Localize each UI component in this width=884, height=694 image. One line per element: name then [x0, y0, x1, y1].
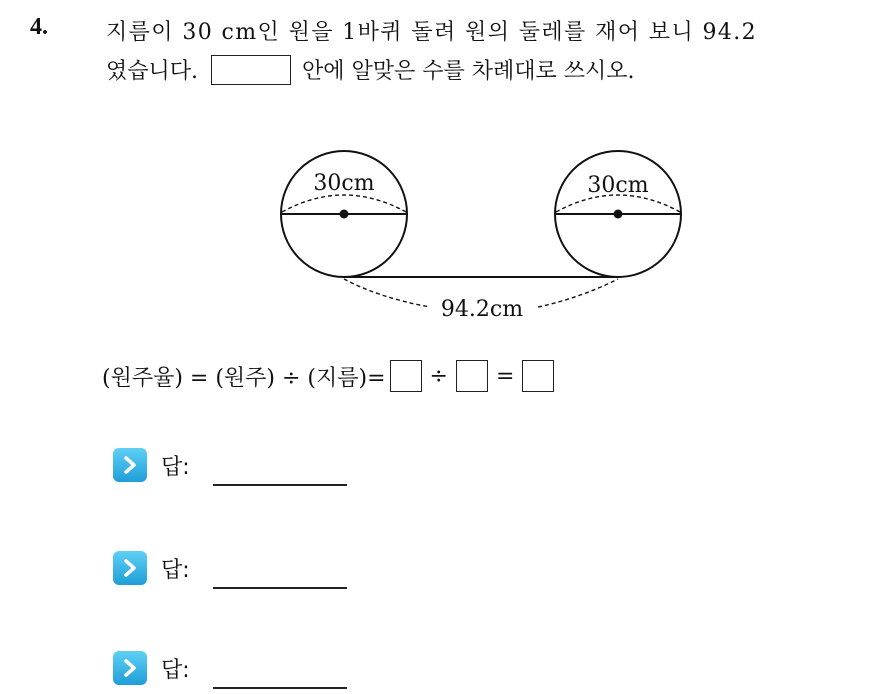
- question-text-line2-start: 였습니다.: [106, 59, 199, 84]
- answer-blank-line: [213, 687, 347, 689]
- distance-dimension-curve-left: [344, 279, 430, 307]
- inline-answer-box: [211, 55, 291, 85]
- distance-label: 94.2cm: [440, 297, 524, 322]
- answer-label: 답:: [161, 454, 190, 480]
- answer-label: 답:: [161, 657, 190, 683]
- formula-box-result: [522, 360, 554, 392]
- distance-dimension-curve-right: [538, 279, 618, 307]
- chevron-right-icon: [113, 551, 147, 585]
- formula-line: [102, 360, 558, 392]
- formula-box-diameter: [456, 360, 488, 392]
- circle-diagram: [270, 140, 690, 340]
- left-dimension-arc: [282, 195, 406, 212]
- answer-blank-line: [213, 484, 347, 486]
- chevron-right-icon: [113, 448, 147, 482]
- question-text-line2: [106, 54, 635, 85]
- answer-row-1: [113, 448, 190, 482]
- question-number: 4.: [30, 14, 48, 40]
- formula-text: (원주율) = (원주) ÷ (지름)=: [102, 365, 386, 391]
- formula-divide: ÷: [429, 363, 448, 389]
- answer-row-2: [113, 551, 190, 585]
- formula-equals: =: [495, 363, 515, 389]
- formula-box-circumference: [390, 360, 422, 392]
- right-center-dot: [614, 210, 623, 219]
- answer-label: 답:: [161, 557, 190, 583]
- question-text-line2-end: 안에 알맞은 수를 차례대로 쓰시오.: [302, 59, 635, 84]
- answer-row-3: [113, 651, 190, 685]
- left-diameter-label: 30cm: [313, 171, 375, 196]
- answer-blank-line: [213, 587, 347, 589]
- right-diameter-label: 30cm: [587, 173, 649, 198]
- chevron-right-icon: [113, 651, 147, 685]
- question-text-line1: 지름이 30 cm인 원을 1바퀴 돌려 원의 둘레를 재어 보니 94.2: [106, 20, 758, 45]
- left-center-dot: [340, 210, 349, 219]
